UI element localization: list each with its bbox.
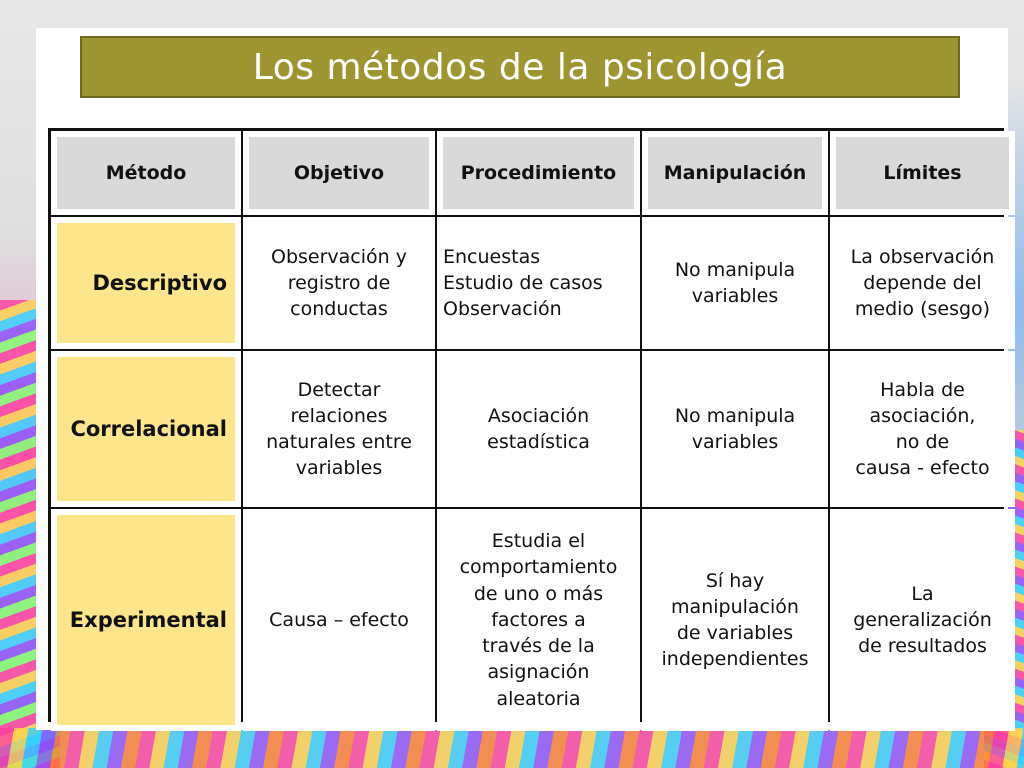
cell-descriptivo-procedimiento: Encuestas Estudio de casos Observación (437, 217, 640, 349)
header-metodo: Método (51, 131, 241, 215)
row-label-experimental: Experimental (51, 509, 241, 731)
cell-correlacional-objetivo: Detectar relaciones naturales entre variables (243, 351, 435, 507)
header-objetivo: Objetivo (243, 131, 435, 215)
cell-descriptivo-limites: La observación depende del medio (sesgo) (830, 217, 1015, 349)
row-label-descriptivo: Descriptivo (51, 217, 241, 349)
header-procedimiento: Procedimiento (437, 131, 640, 215)
cell-descriptivo-objetivo: Observación y registro de conductas (243, 217, 435, 349)
slide (36, 28, 1008, 730)
cell-experimental-manipulacion: Sí hay manipulación de variables independientes (642, 509, 828, 731)
cell-descriptivo-manipulacion: No manipula variables (642, 217, 828, 349)
cell-correlacional-manipulacion: No manipula variables (642, 351, 828, 507)
cell-experimental-limites: La generalización de resultados (830, 509, 1015, 731)
page-title: Los métodos de la psicología (252, 46, 788, 88)
cell-correlacional-limites: Habla de asociación, no de causa - efecto (830, 351, 1015, 507)
cell-experimental-procedimiento: Estudia el comportamiento de uno o más factores a través de la asignación aleatoria (437, 509, 640, 731)
header-manipulacion: Manipulación (642, 131, 828, 215)
header-limites: Límites (830, 131, 1015, 215)
title-banner (80, 36, 960, 98)
cell-correlacional-procedimiento: Asociación estadística (437, 351, 640, 507)
methods-table (48, 128, 1004, 722)
row-label-correlacional: Correlacional (51, 351, 241, 507)
cell-experimental-objetivo: Causa – efecto (243, 509, 435, 731)
decorative-swirl-bottom (0, 728, 1024, 768)
